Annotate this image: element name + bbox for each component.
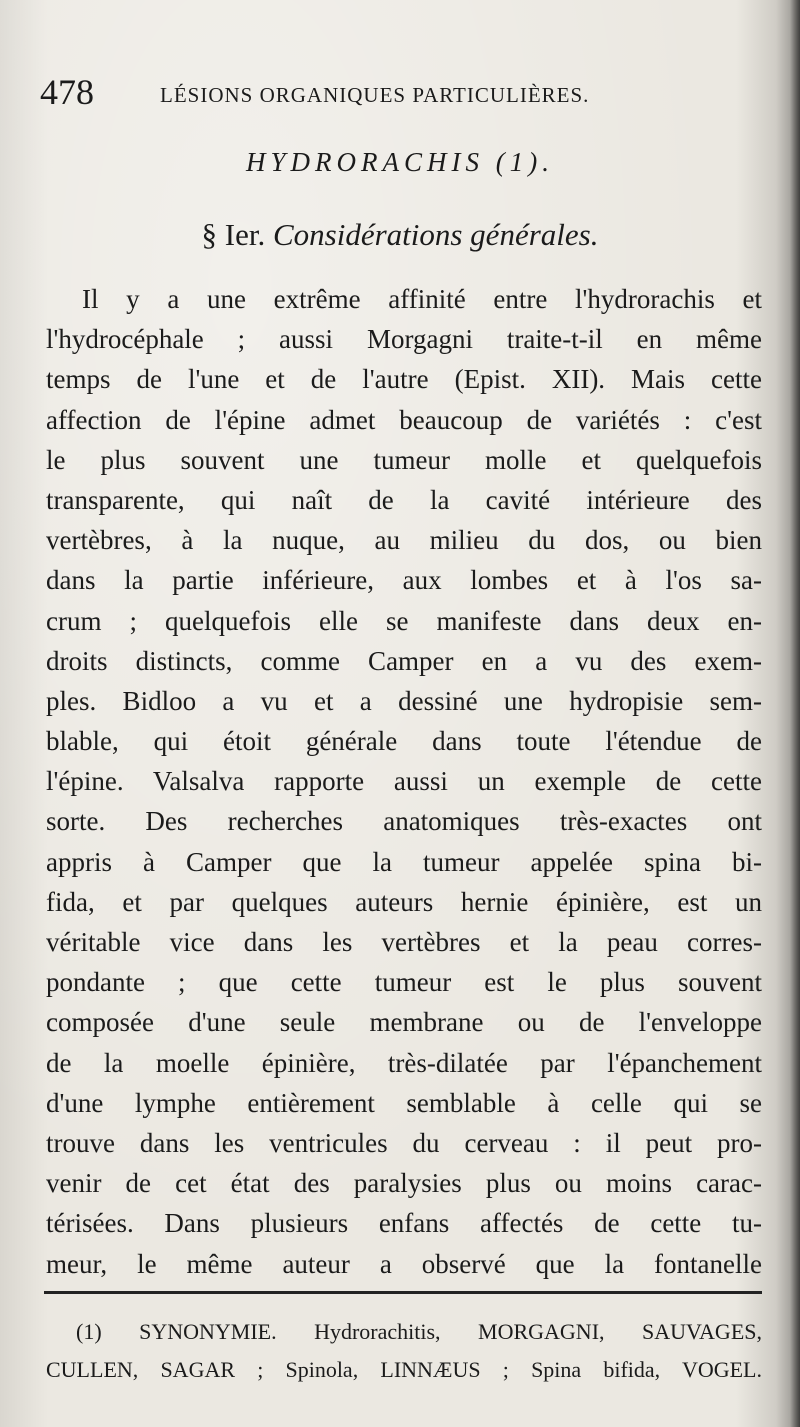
body-line: l'hydrocéphale ; aussi Morgagni traite-t-il en même bbox=[46, 324, 762, 355]
body-line: vertèbres, à la nuque, au milieu du dos, ou bien bbox=[46, 525, 762, 556]
body-text bbox=[46, 279, 762, 1284]
chapter-title: HYDRORACHIS (1). bbox=[246, 147, 554, 177]
body-line: de la moelle épinière, très-dilatée par l'épanchement bbox=[46, 1047, 762, 1078]
body-line: affection de l'épine admet beaucoup de variétés : c'est bbox=[46, 404, 762, 435]
section-heading bbox=[0, 213, 800, 257]
footnote-line: CULLEN, SAGAR ; Spinola, LINNÆUS ; Spina bifida, VOGEL. bbox=[46, 1357, 762, 1382]
body-line: dans la partie inférieure, aux lombes et à l'os sa- bbox=[46, 565, 762, 596]
body-line: droits distincts, comme Camper en a vu des exem- bbox=[46, 645, 762, 676]
page-number: 478 bbox=[40, 72, 94, 112]
body-line: l'épine. Valsalva rapporte aussi un exemple de cette bbox=[46, 766, 762, 797]
footnote-line: (1) SYNONYMIE. Hydrorachitis, MORGAGNI, SAUVAGES, bbox=[76, 1319, 762, 1344]
body-line: composée d'une seule membrane ou de l'enveloppe bbox=[46, 1007, 762, 1038]
body-line: sorte. Des recherches anatomiques très-exactes ont bbox=[46, 806, 762, 837]
body-line: Il y a une extrême affinité entre l'hydrorachis et bbox=[82, 284, 762, 314]
body-line: pondante ; que cette tumeur est le plus souvent bbox=[46, 967, 762, 998]
body-line: ples. Bidloo a vu et a dessiné une hydropisie sem- bbox=[46, 685, 762, 716]
body-line: véritable vice dans les vertèbres et la peau corres- bbox=[46, 927, 762, 957]
body-line: temps de l'une et de l'autre (Epist. XII). Mais cette bbox=[46, 364, 762, 395]
body-line: blable, qui étoit générale dans toute l'étendue de bbox=[46, 726, 762, 757]
body-line: térisées. Dans plusieurs enfans affectés de cette tu- bbox=[46, 1208, 762, 1239]
footnote-rule bbox=[44, 1291, 762, 1294]
body-line: meur, le même auteur a observé que la fontanelle bbox=[46, 1248, 762, 1279]
body-line: le plus souvent une tumeur molle et quelquefois bbox=[46, 444, 762, 475]
page-header bbox=[40, 72, 760, 116]
body-line: trouve dans les ventricules du cerveau : il peut pro- bbox=[46, 1127, 762, 1158]
section-mark: § Ier. bbox=[201, 217, 266, 252]
running-head: LÉSIONS ORGANIQUES PARTICULIÈRES. bbox=[160, 83, 590, 107]
section-heading-text: Considérations générales. bbox=[272, 217, 599, 252]
body-line: venir de cet état des paralysies plus ou moins carac- bbox=[46, 1168, 762, 1199]
body-line: transparente, qui naît de la cavité intérieure des bbox=[46, 484, 762, 515]
footnote bbox=[46, 1313, 762, 1389]
body-line: d'une lymphe entièrement semblable à celle qui se bbox=[46, 1087, 762, 1118]
body-line: appris à Camper que la tumeur appelée spina bi- bbox=[46, 846, 762, 877]
body-line: crum ; quelquefois elle se manifeste dans deux en- bbox=[46, 605, 762, 636]
body-line: fida, et par quelques auteurs hernie épinière, est un bbox=[46, 886, 762, 917]
